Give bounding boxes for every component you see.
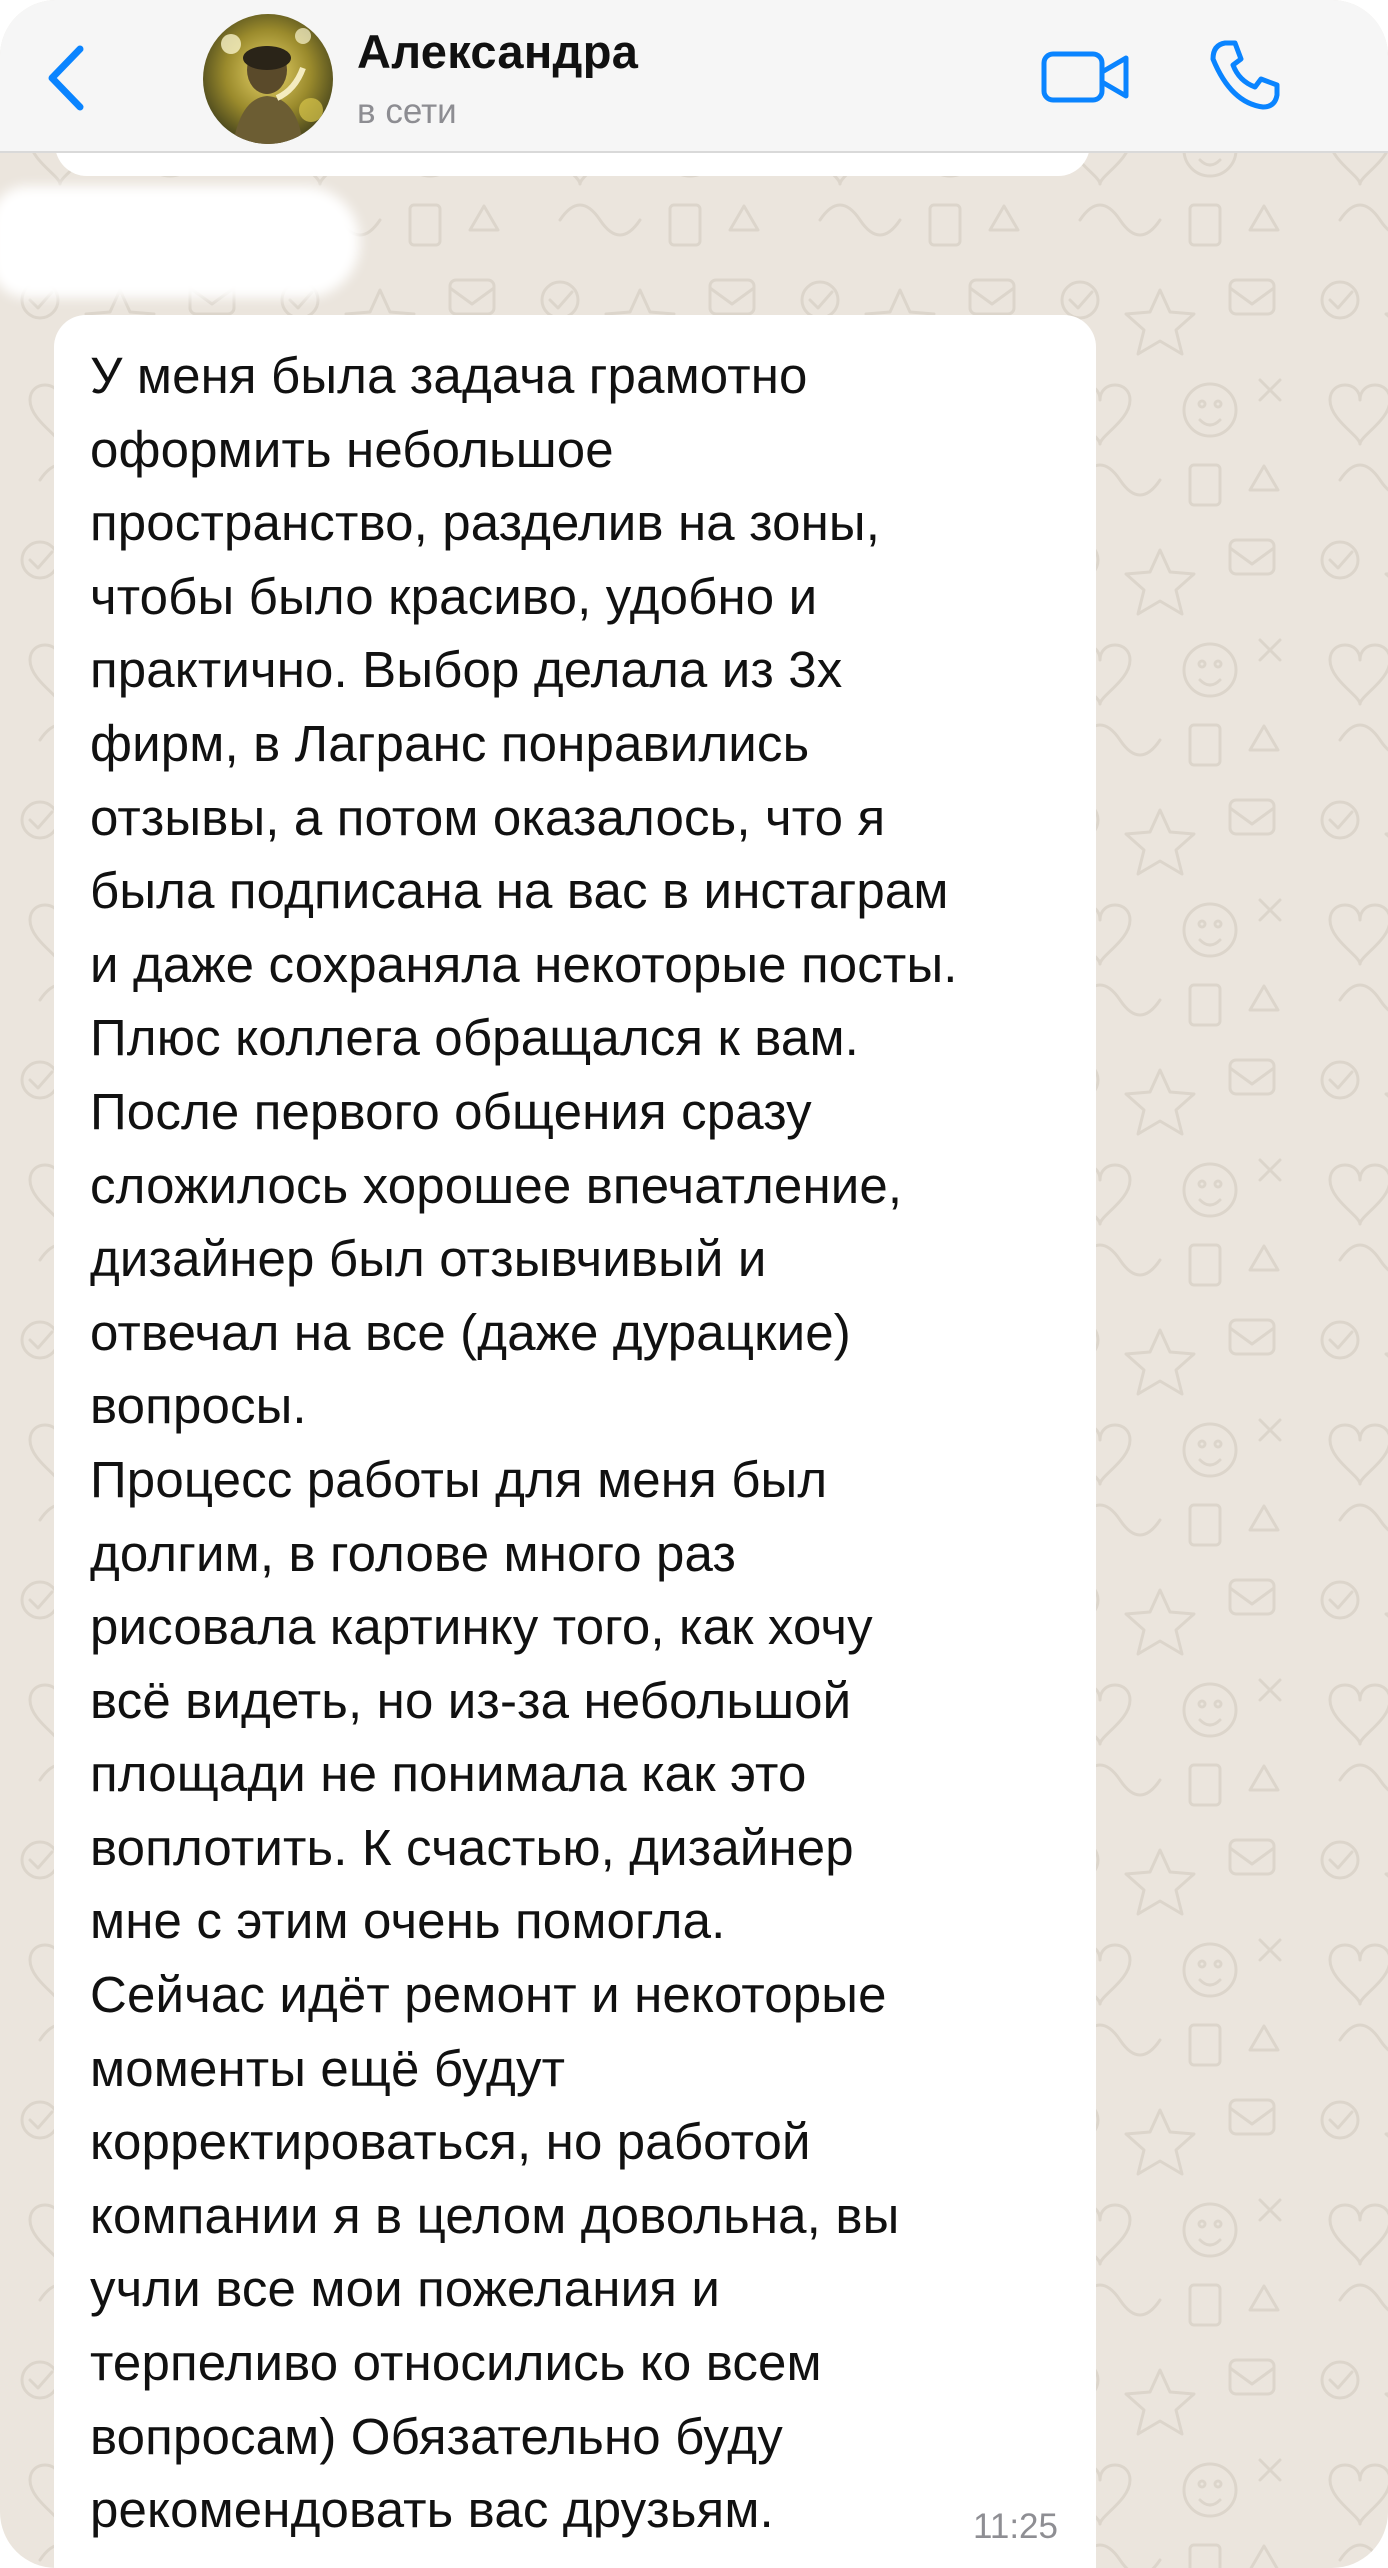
message-line: отзывы, а потом оказалось, что я: [90, 788, 886, 846]
video-call-button[interactable]: [1040, 42, 1135, 112]
message-line: вопросам) Обязательно буду: [90, 2407, 783, 2465]
avatar[interactable]: [203, 14, 333, 144]
message-line: Плюс коллега обращался к вам.: [90, 1009, 859, 1067]
message-timestamp: 11:25: [973, 2507, 1058, 2546]
message-line: дизайнер был отзывчивый и: [90, 1230, 767, 1288]
message-line: компании я в целом довольна, вы: [90, 2186, 900, 2244]
contact-name[interactable]: Александра: [357, 25, 639, 78]
message-line: сложилось хорошее впечатление,: [90, 1156, 903, 1214]
message-line: фирм, в Лагранс понравились: [90, 714, 810, 772]
message-line: рекомендовать вас друзьям.: [90, 2481, 774, 2539]
message-line: У меня была задача грамотно: [90, 347, 808, 404]
message-line: практично. Выбор делала из 3х: [90, 641, 843, 699]
message-line: терпеливо относились ко всем: [90, 2334, 822, 2392]
avatar-photo: [203, 14, 333, 144]
message-line: корректироваться, но работой: [90, 2113, 811, 2171]
message-line: учли все мои пожелания и: [90, 2260, 720, 2318]
message-line: площади не понимала как это: [90, 1745, 807, 1803]
contact-status: в сети: [357, 92, 457, 131]
incoming-message-bubble[interactable]: [54, 315, 1096, 2568]
message-line: мне с этим очень помогла.: [90, 1892, 726, 1950]
voice-call-button[interactable]: [1205, 35, 1285, 115]
video-camera-icon: [1040, 42, 1135, 112]
message-text: [90, 339, 1066, 2547]
message-line: пространство, разделив на зоны,: [90, 494, 881, 552]
message-line: и даже сохраняла некоторые посты.: [90, 935, 958, 993]
back-button[interactable]: [30, 30, 100, 125]
message-line: После первого общения сразу: [90, 1082, 812, 1140]
message-line: вопросы.: [90, 1377, 307, 1435]
chat-header: [0, 0, 1388, 153]
message-line: отвечал на все (даже дурацкие): [90, 1303, 851, 1361]
message-line: рисовала картинку того, как хочу: [90, 1598, 873, 1656]
message-line: воплотить. К счастью, дизайнер: [90, 1818, 854, 1876]
redacted-area: [0, 186, 360, 298]
message-line: чтобы было красиво, удобно и: [90, 567, 818, 625]
message-line: всё видеть, но из-за небольшой: [90, 1671, 852, 1729]
message-line: долгим, в голове много раз: [90, 1524, 737, 1582]
chevron-left-icon: [42, 43, 88, 113]
message-line: была подписана на вас в инстаграм: [90, 862, 949, 920]
phone-icon: [1205, 35, 1285, 115]
message-line: оформить небольшое: [90, 420, 614, 478]
message-line: Сейчас идёт ремонт и некоторые: [90, 1966, 887, 2024]
message-line: Процесс работы для меня был: [90, 1450, 828, 1508]
message-line: моменты ещё будут: [90, 2039, 566, 2097]
